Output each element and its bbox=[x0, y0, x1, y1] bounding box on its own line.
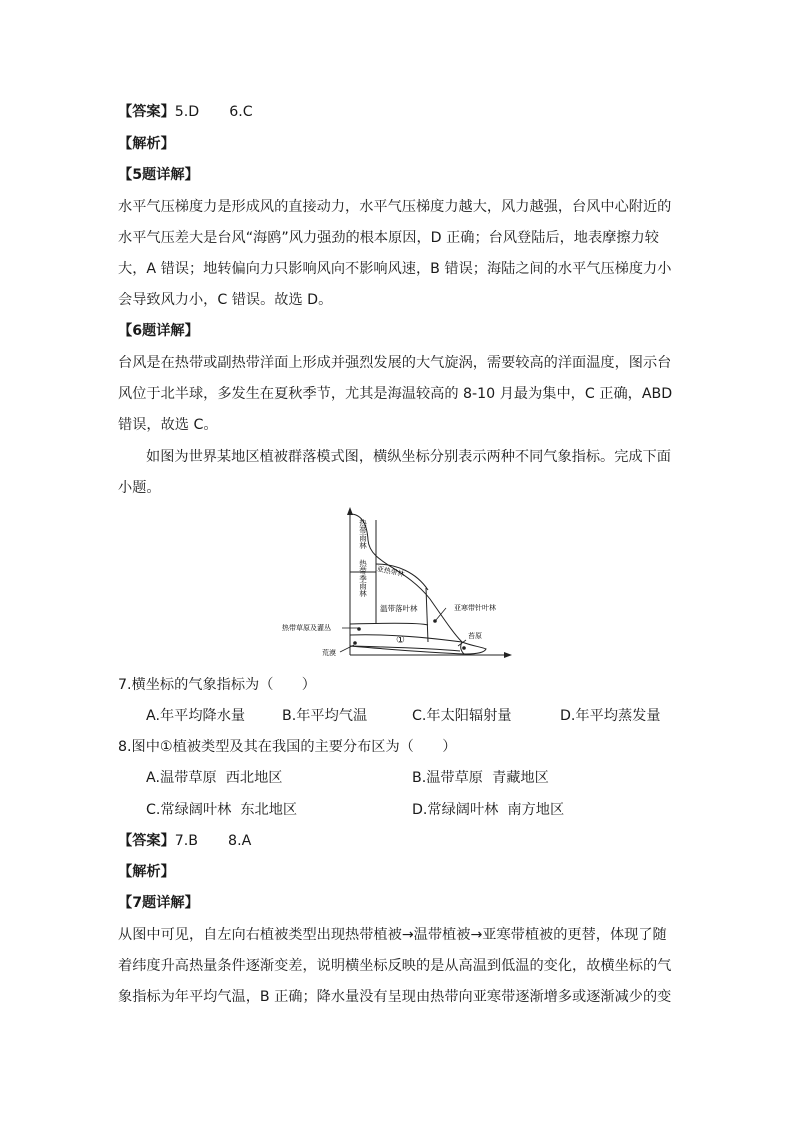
label-subtropical: 亚热带林 bbox=[376, 564, 406, 579]
label-subarctic-conifer: 亚寒带针叶林 bbox=[454, 604, 496, 612]
label-desert: 荒漠 bbox=[322, 649, 336, 657]
answer-line-5-6 bbox=[118, 102, 253, 122]
q7-stem: 7.横坐标的气象指标为（ ） bbox=[118, 677, 316, 693]
q7-option-b: B.年平均气温 bbox=[282, 708, 368, 724]
dot-savanna bbox=[357, 627, 361, 631]
intro-line-2: 小题。 bbox=[118, 480, 161, 496]
label-tropical-rainforest: 热带雨林 bbox=[358, 519, 368, 549]
vegetation-outline bbox=[350, 514, 486, 654]
q7-option-a: A.年平均降水量 bbox=[146, 708, 246, 724]
q6-line-3: 错误，故选 C。 bbox=[118, 417, 218, 433]
analysis-label-2: 【解析】 bbox=[118, 864, 175, 880]
dot-desert bbox=[353, 641, 357, 645]
q5-line-2: 水平气压差大是台风“海鸥”风力强劲的根本原因，D 正确；台风登陆后，地表摩擦力较 bbox=[118, 230, 659, 246]
label-region-1: ① bbox=[396, 635, 405, 646]
divider-forest-grass bbox=[350, 623, 428, 625]
answer-7: 7.B bbox=[174, 833, 199, 849]
q6-line-1: 台风是在热带或副热带洋面上形成并强烈发展的大气旋涡，需要较高的洋面温度，图示台 bbox=[118, 355, 672, 371]
answer-line-7-8 bbox=[118, 831, 251, 851]
q5-detail-label: 【5题详解】 bbox=[118, 167, 199, 183]
q7-option-c: C.年太阳辐射量 bbox=[412, 708, 512, 724]
divider-savanna-desert bbox=[350, 635, 462, 642]
q8-option-a: A.温带草原 西北地区 bbox=[146, 770, 283, 786]
intro-line-1: 如图为世界某地区植被群落模式图，横纵坐标分别表示两种不同气象指标。完成下面 bbox=[146, 449, 671, 465]
answer-label-2: 【答案】 bbox=[118, 833, 175, 849]
q7-option-d: D.年平均蒸发量 bbox=[560, 708, 661, 724]
answer-8: 8.A bbox=[228, 833, 252, 849]
dot-conifer bbox=[433, 619, 437, 623]
q7-line-2: 着纬度升高热量条件逐渐变差，说明横坐标反映的是从高温到低温的变化，故横坐标的气 bbox=[118, 958, 672, 974]
q7-line-3: 象指标为年平均气温，B 正确；降水量没有呈现由热带向亚寒带逐渐增多或逐渐减少的变 bbox=[118, 989, 672, 1005]
q6-line-2: 风位于北半球，多发生在夏秋季节，尤其是海温较高的 8-10 月最为集中，C 正确，ABD bbox=[118, 386, 673, 402]
dot-tundra bbox=[462, 646, 466, 650]
q5-line-4: 会导致风力小，C 错误。故选 D。 bbox=[118, 292, 333, 308]
answer-label: 【答案】 bbox=[118, 104, 175, 120]
q7-detail-label: 【7题详解】 bbox=[118, 895, 199, 911]
q7-line-1: 从图中可见，自左向右植被类型出现热带植被→温带植被→亚寒带植被的更替，体现了随 bbox=[118, 927, 667, 943]
vegetation-community-figure bbox=[276, 504, 516, 662]
q8-option-c: C.常绿阔叶林 东北地区 bbox=[146, 802, 298, 818]
x-axis-arrow bbox=[504, 652, 512, 658]
leader-desert bbox=[340, 645, 354, 652]
answer-5: 5.D bbox=[174, 104, 200, 120]
answer-6: 6.C bbox=[229, 104, 253, 120]
q8-option-b: B.温带草原 青藏地区 bbox=[412, 770, 549, 786]
q6-detail-label: 【6题详解】 bbox=[118, 323, 199, 339]
analysis-label: 【解析】 bbox=[118, 136, 175, 152]
q5-line-3: 大，A 错误；地转偏向力只影响风向不影响风速，B 错误；海陆之间的水平气压梯度力小 bbox=[118, 261, 672, 277]
label-tropical-monsoon: 热带季雨林 bbox=[358, 559, 368, 597]
label-temperate-deciduous: 温带落叶林 bbox=[380, 604, 418, 613]
label-tundra: 苔原 bbox=[468, 632, 482, 640]
q8-stem: 8.图中①植被类型及其在我国的主要分布区为（ ） bbox=[118, 739, 457, 755]
label-savanna: 热带草原及灌丛 bbox=[282, 624, 331, 632]
q5-line-1: 水平气压梯度力是形成风的直接动力，水平气压梯度力越大，风力越强，台风中心附近的 bbox=[118, 199, 672, 215]
q8-option-d: D.常绿阔叶林 南方地区 bbox=[412, 802, 565, 818]
